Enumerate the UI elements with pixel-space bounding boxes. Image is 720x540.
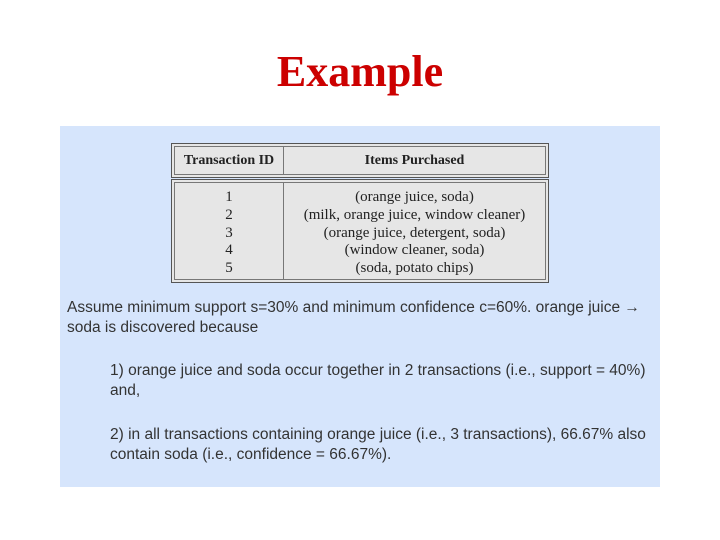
items-cell: (milk, orange juice, window cleaner): [303, 206, 526, 223]
transaction-id-cell: 1: [225, 189, 233, 205]
slide-title: Example: [276, 47, 444, 96]
transaction-table-header: [171, 143, 549, 178]
table-row: [175, 260, 545, 278]
transaction-id-cell: 3: [225, 224, 233, 241]
header-items-purchased: Items Purchased: [364, 152, 465, 168]
reason-support-text: 1) orange juice and soda occur together in 2 transactions (i.e., support = 40%) and,: [110, 362, 646, 399]
table-row: [175, 225, 545, 243]
content-panel: [60, 126, 660, 487]
reason-confidence-text: 2) in all transactions containing orange juice (i.e., 3 transactions), 66.67% also contain soda (i.e., confidence = 66.67%).: [110, 426, 646, 463]
assumption-text: Assume minimum support s=30% and minimum confidence c=60%. orange juice → soda is discovered because: [67, 299, 640, 336]
items-cell: (orange juice, detergent, soda): [323, 224, 506, 241]
table-row: [175, 207, 545, 225]
items-cell: (soda, potato chips): [355, 260, 474, 277]
header-transaction-id: Transaction ID: [183, 152, 275, 168]
transaction-id-cell: 4: [225, 242, 233, 259]
transaction-id-cell: 5: [225, 260, 233, 277]
table-row: [175, 242, 545, 260]
table-body-frame: [174, 182, 546, 280]
table-row: [175, 189, 545, 207]
items-cell: (window cleaner, soda): [344, 242, 485, 259]
items-cell: (orange juice, soda): [355, 189, 474, 205]
transaction-table-body: [171, 179, 549, 283]
transaction-id-cell: 2: [225, 206, 233, 223]
table-rows: [175, 189, 545, 278]
table-header-frame: [174, 146, 546, 175]
